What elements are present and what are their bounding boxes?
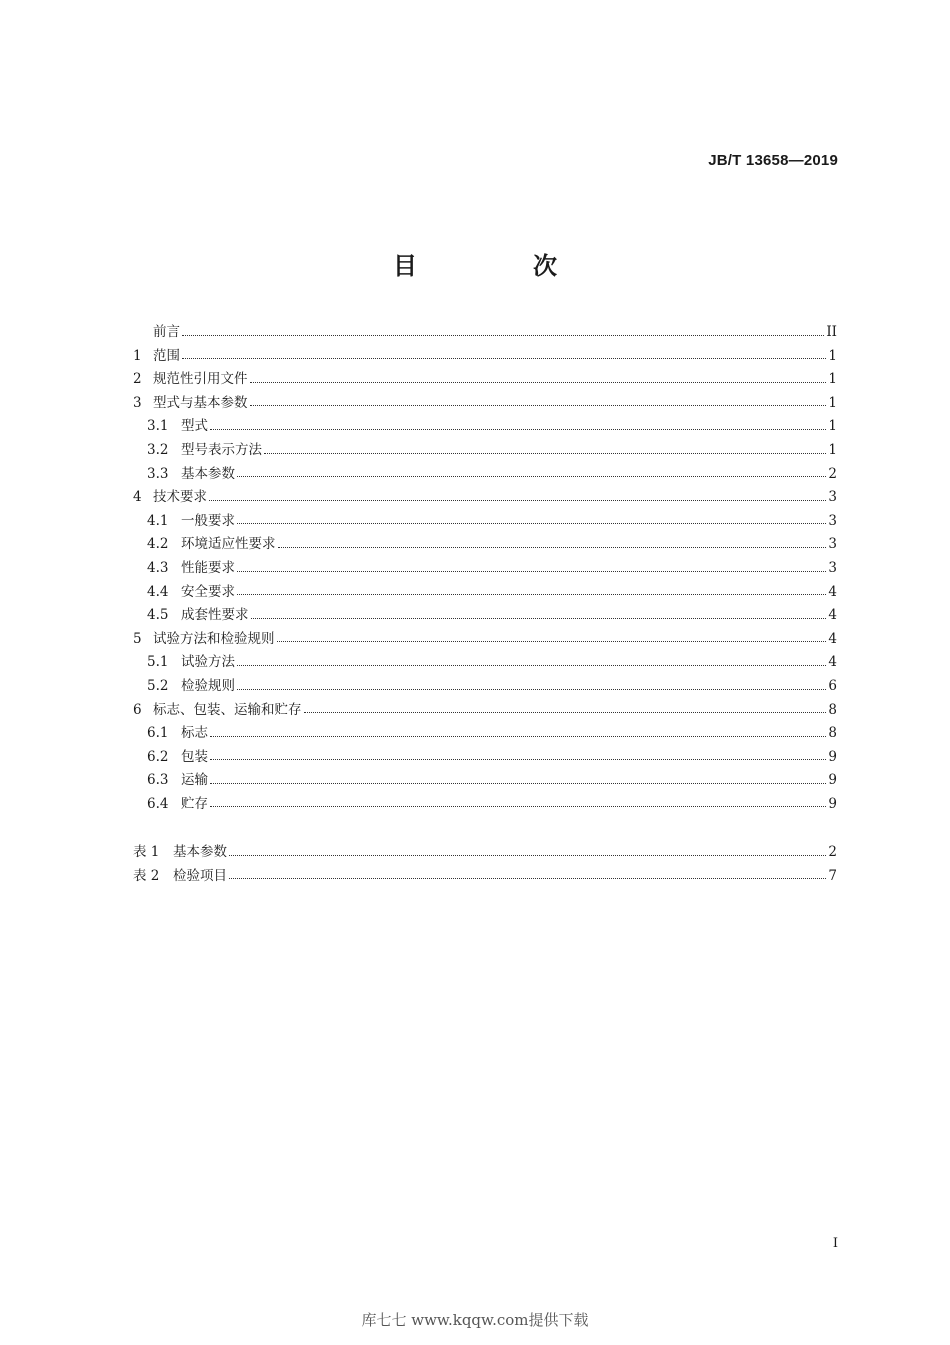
dot-leader bbox=[237, 571, 826, 572]
toc-entry-label: 标志、包装、运输和贮存 bbox=[153, 701, 302, 718]
dot-leader bbox=[250, 382, 827, 383]
dot-leader bbox=[251, 618, 827, 619]
toc-entry[interactable] bbox=[133, 581, 837, 605]
toc-entry-label: 基本参数 bbox=[181, 465, 235, 482]
table-list-number: 表 2 bbox=[133, 867, 160, 884]
dot-leader bbox=[182, 335, 824, 336]
toc-entry[interactable] bbox=[133, 675, 837, 699]
toc-entry-number: 4.3 bbox=[147, 559, 169, 576]
toc-entry-number: 3 bbox=[133, 394, 142, 411]
toc-entry-number: 5 bbox=[133, 630, 142, 647]
toc-entry-page: 8 bbox=[828, 701, 837, 718]
toc-entry-number: 3.1 bbox=[147, 418, 169, 435]
toc-entry[interactable] bbox=[133, 486, 837, 510]
table-list-page: 2 bbox=[828, 844, 837, 860]
toc-entry[interactable] bbox=[133, 510, 837, 534]
dot-leader bbox=[278, 547, 827, 548]
dot-leader bbox=[210, 429, 826, 430]
list-of-tables bbox=[133, 841, 837, 888]
toc-entry-page: 3 bbox=[828, 512, 837, 529]
dot-leader bbox=[182, 358, 826, 359]
dot-leader bbox=[237, 594, 826, 595]
toc-entry-page: 4 bbox=[828, 654, 837, 671]
dot-leader bbox=[229, 878, 826, 879]
table-of-contents bbox=[133, 321, 837, 816]
dot-leader bbox=[229, 855, 826, 856]
standard-code: JB/T 13658—2019 bbox=[708, 152, 838, 169]
toc-entry-page: 1 bbox=[828, 418, 837, 435]
dot-leader bbox=[210, 759, 826, 760]
toc-entry[interactable] bbox=[133, 557, 837, 581]
toc-entry[interactable] bbox=[133, 769, 837, 793]
toc-entry-page: 8 bbox=[828, 725, 837, 742]
toc-entry-number: 5.1 bbox=[147, 654, 169, 671]
toc-entry-page: 9 bbox=[828, 748, 837, 765]
toc-entry-page: 9 bbox=[828, 795, 837, 812]
toc-entry-number: 3.2 bbox=[147, 441, 169, 458]
toc-entry-number: 4.2 bbox=[147, 536, 169, 553]
dot-leader bbox=[264, 453, 826, 454]
toc-entry-page: 3 bbox=[828, 559, 837, 576]
toc-entry-page: 2 bbox=[828, 465, 837, 482]
table-list-entry[interactable] bbox=[133, 865, 837, 889]
toc-entry-label: 型式 bbox=[181, 418, 208, 435]
toc-entry[interactable] bbox=[133, 746, 837, 770]
toc-entry[interactable] bbox=[133, 415, 837, 439]
toc-entry-number: 4.4 bbox=[147, 583, 169, 600]
toc-entry[interactable] bbox=[133, 439, 837, 463]
toc-entry-number: 6.2 bbox=[147, 748, 169, 765]
toc-entry-label: 检验规则 bbox=[181, 677, 235, 694]
toc-entry-label: 包装 bbox=[181, 748, 208, 765]
toc-entry-page: 3 bbox=[828, 536, 837, 553]
toc-entry-label: 范围 bbox=[153, 347, 180, 364]
table-list-number: 表 1 bbox=[133, 844, 160, 860]
toc-entry-label: 试验方法 bbox=[181, 654, 235, 671]
toc-entry-page: 4 bbox=[828, 630, 837, 647]
toc-entry-label: 试验方法和检验规则 bbox=[153, 630, 275, 647]
toc-entry-number: 6.4 bbox=[147, 795, 169, 812]
toc-entry-label: 安全要求 bbox=[181, 583, 235, 600]
dot-leader bbox=[237, 665, 826, 666]
toc-entry-page: 4 bbox=[828, 607, 837, 624]
toc-entry[interactable] bbox=[133, 533, 837, 557]
toc-entry[interactable] bbox=[133, 628, 837, 652]
toc-entry-label: 贮存 bbox=[181, 795, 208, 812]
toc-entry-number: 2 bbox=[133, 371, 142, 388]
toc-entry-label: 环境适应性要求 bbox=[181, 536, 276, 553]
toc-entry-label: 前言 bbox=[153, 324, 180, 340]
toc-entry[interactable] bbox=[133, 651, 837, 675]
toc-entry-label: 一般要求 bbox=[181, 512, 235, 529]
toc-entry-number: 4.1 bbox=[147, 512, 169, 529]
dot-leader bbox=[237, 689, 826, 690]
toc-entry[interactable] bbox=[133, 392, 837, 416]
toc-entry-label: 规范性引用文件 bbox=[153, 371, 248, 388]
toc-entry-label: 成套性要求 bbox=[181, 607, 249, 624]
toc-entry-label: 型式与基本参数 bbox=[153, 394, 248, 411]
toc-entry-label: 标志 bbox=[181, 725, 208, 742]
toc-entry-label: 型号表示方法 bbox=[181, 441, 262, 458]
toc-entry-number: 4.5 bbox=[147, 607, 169, 624]
toc-entry-label: 性能要求 bbox=[181, 559, 235, 576]
toc-entry-page: 4 bbox=[828, 583, 837, 600]
toc-entry-number: 6.1 bbox=[147, 725, 169, 742]
toc-entry-number: 4 bbox=[133, 489, 142, 506]
toc-entry-number: 1 bbox=[133, 347, 142, 364]
toc-entry-page: 1 bbox=[828, 394, 837, 411]
dot-leader bbox=[209, 500, 826, 501]
table-list-label: 检验项目 bbox=[173, 867, 227, 884]
page-number: I bbox=[832, 1236, 838, 1251]
toc-entry[interactable] bbox=[133, 463, 837, 487]
toc-entry[interactable] bbox=[133, 604, 837, 628]
toc-entry-page: 1 bbox=[828, 347, 837, 364]
toc-entry[interactable] bbox=[133, 793, 837, 817]
toc-entry-page: 9 bbox=[828, 772, 837, 789]
toc-entry[interactable] bbox=[133, 699, 837, 723]
download-watermark: 库七七 www.kqqw.com提供下载 bbox=[361, 1311, 589, 1329]
dot-leader bbox=[277, 641, 827, 642]
toc-entry-number: 3.3 bbox=[147, 465, 169, 482]
toc-entry[interactable] bbox=[133, 368, 837, 392]
page-title: 目 次 bbox=[393, 252, 603, 280]
dot-leader bbox=[210, 736, 826, 737]
dot-leader bbox=[210, 783, 826, 784]
toc-entry-page: 6 bbox=[828, 677, 837, 694]
dot-leader bbox=[250, 405, 827, 406]
table-list-label: 基本参数 bbox=[173, 844, 227, 860]
toc-entry-number: 6.3 bbox=[147, 772, 169, 789]
toc-entry-number: 5.2 bbox=[147, 677, 169, 694]
toc-entry-number: 6 bbox=[133, 701, 142, 718]
dot-leader bbox=[304, 712, 827, 713]
toc-entry-page: 1 bbox=[828, 441, 837, 458]
toc-entry-page: 1 bbox=[828, 371, 837, 388]
dot-leader bbox=[237, 476, 826, 477]
toc-entry-page: 3 bbox=[828, 489, 837, 506]
table-list-page: 7 bbox=[828, 867, 837, 884]
toc-entry[interactable] bbox=[133, 345, 837, 369]
dot-leader bbox=[237, 523, 826, 524]
toc-entry[interactable] bbox=[133, 321, 837, 345]
table-list-entry[interactable] bbox=[133, 841, 837, 865]
toc-entry[interactable] bbox=[133, 722, 837, 746]
toc-entry-label: 运输 bbox=[181, 772, 208, 789]
dot-leader bbox=[210, 806, 826, 807]
toc-entry-page: II bbox=[826, 324, 837, 340]
toc-entry-label: 技术要求 bbox=[153, 489, 207, 506]
